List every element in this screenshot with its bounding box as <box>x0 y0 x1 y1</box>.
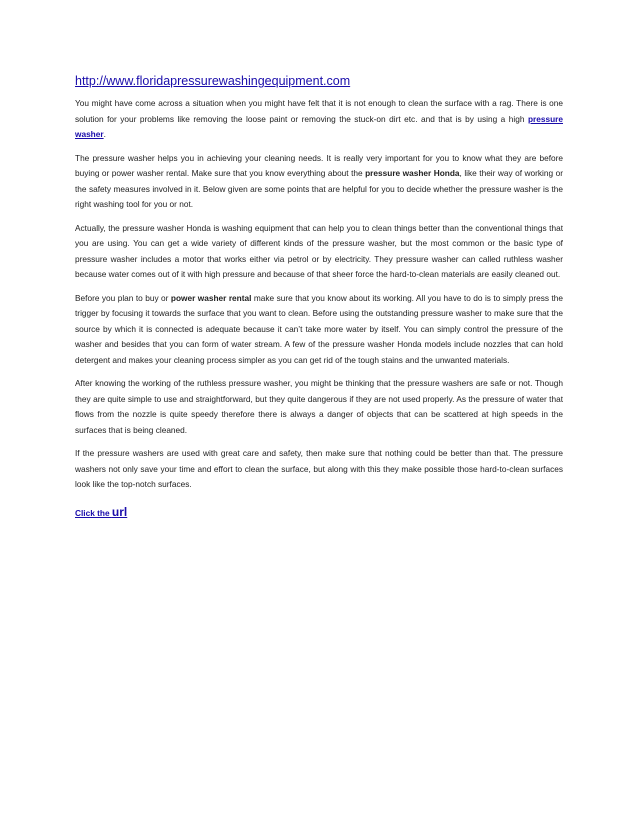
paragraph-safety: After knowing the working of the ruthless pressure washer, you might be thinking that the pressure washers are safe or not. Though they are quite simple to use and straightforward, but they quite dangerous if they are not used properly. As the pressure of water that flows from the nozzle is quite speedy therefore there is always a danger of objects that can be scattered at high speeds in the surfaces that is being cleaned. <box>75 378 563 435</box>
paragraph-conclusion: If the pressure washers are used with great care and safety, then make sure that nothing could be better than that. The pressure washers not only save your time and effort to clean the surface, but along with this they make possible those hard-to-clean surfaces look like the top-notch surfaces. <box>75 448 563 489</box>
power-washer-rental-bold: power washer rental <box>170 292 252 303</box>
p2-text: The pressure washer helps you in achieving your cleaning needs. It is really very important for you to know what they are before buying or power washer rental. Make sure that you know everything about the <box>75 152 563 178</box>
document-body <box>75 74 563 521</box>
p4-text: Before you plan to buy or <box>75 292 171 303</box>
p1-text-end: . <box>103 129 106 139</box>
pressure-washer-honda-bold: pressure washer Honda <box>365 168 460 178</box>
paragraph-intro <box>75 96 563 143</box>
p2-text-end: , like their way of working or the safety measures involved in it. Below given are some points that are helpful for you to decide whether the pressure washer is the right washing tool for you or not. <box>75 168 563 209</box>
p1-text: You might have come across a situation when you might have felt that it is not enough to clean the surface with a rag. There is one solution for your problems like removing the loose paint or removing the stuck-on dirt etc. and that is by using a high <box>75 98 563 124</box>
paragraph-rental <box>75 291 563 369</box>
site-url-link[interactable]: http://www.floridapressurewashingequipment.com <box>75 74 351 88</box>
pressure-washer-link[interactable]: pressure washer <box>75 113 563 139</box>
cta-url-word: url <box>111 504 128 519</box>
cta-prefix: Click the <box>75 507 112 518</box>
paragraph-honda <box>75 151 563 213</box>
paragraph-types: Actually, the pressure washer Honda is washing equipment that can help you to clean things better than the conventional things that you are using. You can get a wide variety of different kinds of the pressure washer, but the most common or the basic type of pressure washer includes a motor that works either via petrol or by electricity. They pressure washer can called ruthless washer because water comes out of it with high pressure and because of that sheer force the hard-to-clean materials are easily cleaned out. <box>75 222 563 279</box>
p4-text-end: make sure that you know about its working. All you have to do is to simply press the trigger by focusing it towards the surface that you want to clean. Before using the outstanding pressure washer to make sure that the source by which it is connected is adequate because it can’t take more water by itself. You can simply control the pressure of the washer and besides that you can form of water stream. A few of the pressure washer Honda models include nozzles that can hold detergent and makes your cleaning process simpler as you can get rid of the tough stains and the unwanted materials. <box>75 292 564 365</box>
click-the-url-link[interactable] <box>75 505 127 519</box>
